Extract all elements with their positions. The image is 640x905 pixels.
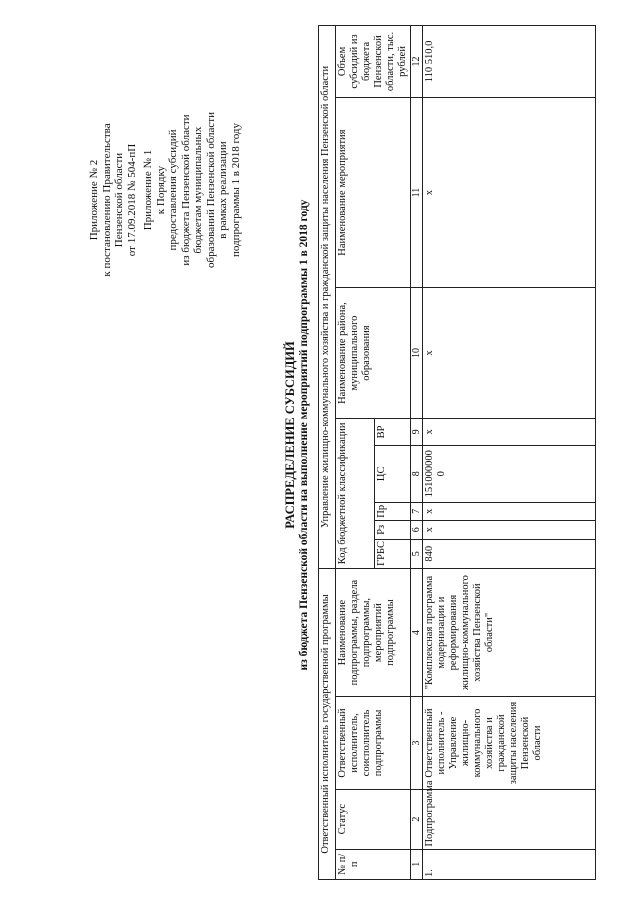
column-number: 6	[411, 521, 423, 539]
header-district: Наименование района, муниципального образования	[336, 288, 411, 419]
cell-name: "Комплексная программа модернизации и реформирования жилищно-коммунального хозяйства Пензенской области"	[423, 568, 596, 696]
appendix-1-line: в рамках реализации	[217, 141, 229, 239]
header-cs: ЦС	[375, 446, 411, 503]
header-num: № п/п	[336, 849, 411, 879]
table-header-row	[319, 26, 336, 880]
column-number: 11	[411, 97, 423, 287]
appendix-1-header	[142, 75, 242, 305]
cell-status: Подпрограмма	[423, 789, 596, 849]
header-pr: Пр	[375, 502, 411, 520]
appendix-1-line: подпрограммы 1 в 2018 году	[229, 123, 242, 257]
column-number: 1	[411, 849, 423, 879]
group-right-header: Управление жилищно-коммунального хозяйства и гражданской защиты населения Пензенской области	[319, 26, 336, 569]
column-number: 2	[411, 789, 423, 849]
appendix-2-header	[88, 85, 138, 315]
appendix-1-line: бюджетам муниципальных	[192, 126, 204, 254]
header-grbs: ГРБС	[375, 539, 411, 568]
appendix-2-line: Пензенской области	[113, 152, 125, 248]
column-number: 4	[411, 568, 423, 696]
appendix-2-line: Приложение № 2	[88, 159, 100, 241]
cell-volume: 110 510,0	[423, 26, 596, 98]
appendix-1-line: Приложение № 1	[142, 149, 154, 231]
appendix-2-line: от 17.09.2018 № 504-пП	[125, 143, 138, 257]
cell-cs: 1510000000	[423, 446, 596, 503]
column-numbers-row	[411, 26, 423, 880]
cell-event: х	[423, 97, 596, 287]
document-subtitle: из бюджета Пензенской области на выполнение мероприятий подпрограммы 1 в 2018 году	[298, 199, 310, 671]
cell-num: 1.	[423, 849, 596, 879]
appendix-1-line: к Порядку	[154, 165, 167, 215]
header-event: Наименование мероприятия	[336, 97, 411, 287]
column-number: 9	[411, 418, 423, 445]
column-number: 7	[411, 502, 423, 520]
cell-district: х	[423, 288, 596, 419]
cell-pr: х	[423, 502, 596, 520]
appendix-2-line: к постановлению Правительства	[100, 123, 113, 277]
header-code: Код бюджетной классификации	[336, 418, 375, 568]
header-rz: Рз	[375, 521, 411, 539]
header-executor: Ответственный исполнитель, соисполнитель подпрограммы	[336, 697, 411, 789]
cell-vr: х	[423, 418, 596, 445]
appendix-1-line: образований Пензенской области	[204, 112, 217, 269]
appendix-1-line: предоставления субсидий	[167, 129, 179, 251]
header-volume: Объем субсидий из бюджета Пензенской области, тыс. рублей	[336, 26, 411, 98]
column-number: 8	[411, 446, 423, 503]
column-number: 10	[411, 288, 423, 419]
header-name: Наименование подпрограммы, раздела подпрограммы, мероприятий подпрограммы	[336, 568, 411, 696]
table-header-row	[336, 26, 375, 880]
group-left-header: Ответственный исполнитель государственной программы	[319, 568, 336, 879]
table-row	[423, 26, 596, 880]
cell-executor: Ответственный исполнитель - Управление жилищно-коммунального хозяйства и гражданской защиты населения Пензенской области	[423, 697, 596, 789]
column-number: 5	[411, 539, 423, 568]
document-title: РАСПРЕДЕЛЕНИЕ СУБСИДИЙ	[283, 341, 297, 529]
header-vr: ВР	[375, 418, 411, 445]
cell-rz: х	[423, 521, 596, 539]
appendix-1-line: из бюджета Пензенской области	[179, 114, 192, 266]
header-status: Статус	[336, 789, 411, 849]
cell-grbs: 840	[423, 539, 596, 568]
column-number: 12	[411, 26, 423, 98]
column-number: 3	[411, 697, 423, 789]
subsidy-table	[318, 25, 596, 880]
